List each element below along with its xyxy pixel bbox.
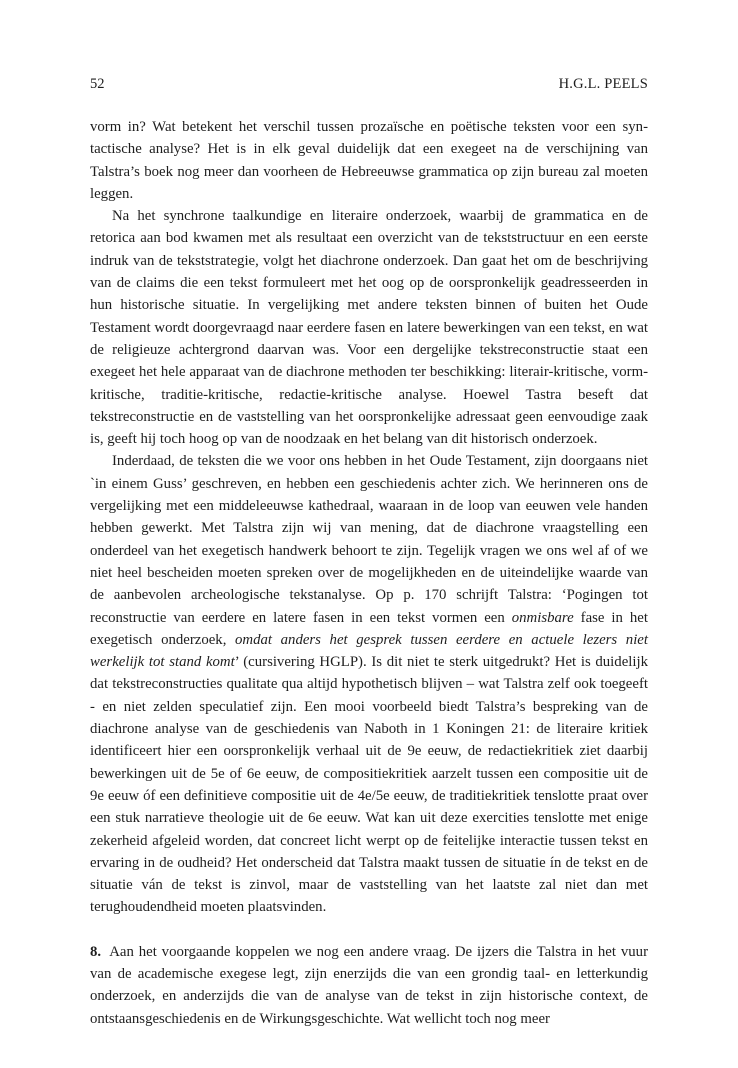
running-header — [90, 76, 648, 98]
paragraph-3 — [90, 450, 648, 918]
paragraph-3-text-before-quote: Inderdaad, de teksten die we voor ons hebben in het Oude Testament, zijn doorgaans niet `in einem Guss’ geschreven, en hebben een geschiedenis achter zich. We herinneren ons de vergelijking met een middeleeuwse kathedraal, waaraan in de loop van eeuwen vele handen hebben gewerkt. Met Talstra zijn wij van mening, dat de diachrone vraagstelling een onderdeel van het exegetisch handwerk behoort te zijn. Tegelijk vragen we ons wel af of we niet heel bescheiden moeten spreken over de mogelijkheden en de uiteindelijke waarde van de aanbevolen archeologische tekstanalyse. Op p. 170 schrijft Talstra: ‘Pogingen tot reconstructie van eerdere en latere fasen in een tekst vormen een — [90, 453, 648, 626]
paragraph-3-italic-onmisbare: onmisbare — [511, 609, 574, 626]
paragraph-3-italic-quote: omdat anders het gesprek tussen eerdere en actuele lezers niet werkelijk tot stand komt — [90, 631, 648, 671]
paragraph-2: Na het synchrone taalkundige en literaire onderzoek, waarbij de grammatica en de retorica aan bod kwamen met als resultaat een overzicht van de tekststructuur en een eerste indruk van de tekststrategie, volgt het diachrone onderzoek. Dan gaat het om de beschrijving van de claims die een tekst formuleert met het oog op de oorspronkelijk geadresseerden in hun historische situatie. In vergelijking met andere teksten binnen of buiten het Oude Testament wordt doorgevraagd naar eerdere fasen en latere bewerkingen van een tekst, en wat de religieuze achtergrond daarvan was. Voor een dergelijke tekstreconstructie staat een exegeet het hele apparaat van de diachrone methoden ter beschikking: literair-kritische, vorm-kritische, traditie-kritische, redactie-kritische analyse. Hoewel Tastra beseft dat tekstreconstructie en de vaststelling van het oorspronkelijke adressaat geen eenvoudige zaak is, geeft hij toch hoog op van de noodzaak en het belang van dit historisch onderzoek. — [90, 208, 648, 448]
book-page — [90, 76, 648, 1030]
body-text — [90, 116, 648, 1030]
paragraph-1: vorm in? Wat betekent het verschil tussen prozaïsche en poëtische teksten voor een syntactische analyse? Het is in elk geval duidelijk dat een exegeet na de verschijning van Talstra’s boek nog meer dan voorheen de Hebreeuwse grammatica op zijn bureau zal moeten leggen. — [90, 119, 648, 202]
paragraph-3-text-after-quote: ’ (cursivering HGLP). Is dit niet te sterk uitgedrukt? Het is duidelijk dat tekstreconstructies qualitate qua altijd hypothetisch blijven – wat Talstra zelf ook toegeeft - en niet zelden speculatief zijn. Een mooi voorbeeld biedt Talstra’s bespreking van de diachrone analyse van de geschiedenis van Naboth in 1 Koningen 21: de literaire kritiek identificeert hier een oorspronkelijk verhaal uit de 9e eeuw, de redactiekritiek ziet daarbij bewerkingen uit de 5e of 6e eeuw, de compositiekritiek aarzelt tussen een compositie uit de 9e eeuw óf een definitieve compositie uit de 4e/5e eeuw, de traditiekritiek tenslotte praat over een stuk narratieve theologie uit de 6e eeuw. Wat kan uit deze exercities tenslotte met enige zekerheid afgeleid worden, dat concreet licht werpt op de feitelijke interactie tussen tekst en ervaring in de oudheid? Het onderscheid dat Talstra maakt tussen de situatie ín de tekst en de situatie ván de tekst is zinvol, maar de vaststelling van het laatste zal niet dan met terughoudendheid moeten plaatsvinden. — [90, 654, 648, 916]
running-head-author: H.G.L. PEELS — [558, 76, 648, 92]
paragraph-3-text-mid: fase in het exegetisch onderzoek, — [90, 609, 648, 648]
section-number: 8. — [90, 943, 102, 960]
page-number: 52 — [90, 76, 105, 92]
paragraph-4 — [90, 941, 648, 1030]
paragraph-4-text: Aan het voorgaande koppelen we nog een andere vraag. De ijzers die Talstra in het vuur van de academische exegese legt, zijn enerzijds die van een grondig taal- en letterkundig onderzoek, en anderzijds die van de analyse van de tekst in zijn historische context, de ontstaansgeschiedenis en de Wirkungsgeschichte. Wat wellicht toch nog meer — [90, 943, 648, 1027]
